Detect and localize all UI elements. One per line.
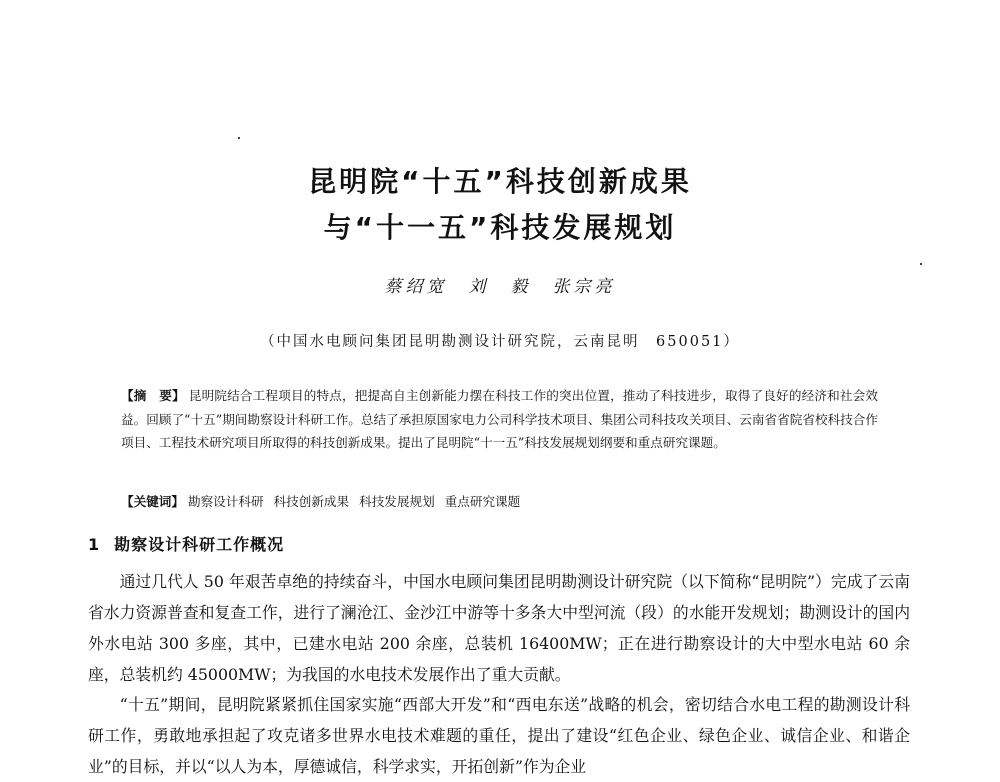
scan-speck <box>238 137 240 139</box>
abstract-label: 【摘 要】 <box>121 388 185 403</box>
authors: 蔡绍宽 刘 毅 张宗亮 <box>384 277 616 297</box>
section-number: 1 <box>88 535 101 554</box>
section-title: 勘察设计科研工作概况 <box>114 535 285 554</box>
title-line-2: 与“十一五”科技发展规划 <box>323 211 677 244</box>
title-line-1: 昆明院“十五”科技创新成果 <box>308 165 692 198</box>
keyword: 科技发展规划 <box>359 494 435 509</box>
section-heading <box>88 532 284 555</box>
keyword: 重点研究课题 <box>444 494 521 509</box>
abstract-text: 昆明院结合工程项目的特点，把提高自主创新能力摆在科技工作的突出位置，推动了科技进步，取得了良好的经济和社会效益。回顾了“十五”期间勘察设计科研工作。总结了承担原国家电力公司科学技术项目、集团公司科技攻关项目、云南省省院省校科技合作项目、工程技术研究项目所取得的科技创新成果。提出了昆明院“十一五”科技发展规划纲要和重点研究课题。 <box>121 388 878 451</box>
affiliation: （中国水电顾问集团昆明勘测设计研究院，云南昆明 650051） <box>260 334 740 350</box>
scan-speck <box>920 263 922 265</box>
keyword: 勘察设计科研 <box>187 494 264 509</box>
keywords-label: 【关键词】 <box>121 494 184 509</box>
keywords <box>121 490 878 514</box>
keyword: 科技创新成果 <box>273 494 350 509</box>
body-paragraph: 通过几代人 50 年艰苦卓绝的持续奋斗，中国水电顾问集团昆明勘测设计研究院（以下简称“昆明院”）完成了云南省水力资源普查和复查工作，进行了澜沧江、金沙江中游等十多条大中型河流（段）的水能开发规划；勘测设计的国内外水电站 300 多座，其中，已建水电站 200 余座，总装机 16400MW；正在进行勘察设计的大中型水电站 60 余座，总装机约 45000MW；为我国的水电技术发展作出了重大贡献。 <box>88 572 910 684</box>
body-paragraph: “十五”期间，昆明院紧紧抓住国家实施“西部大开发”和“西电东送”战略的机会，密切结合水电工程的勘测设计科研工作，勇敢地承担起了攻克诸多世界水电技术难题的重任，提出了建设“红色企业、绿色企业、诚信企业、和谐企业”的目标，并以“以人为本，厚德诚信，科学求实，开拓创新”作为企业 <box>88 695 910 776</box>
abstract <box>121 384 878 455</box>
